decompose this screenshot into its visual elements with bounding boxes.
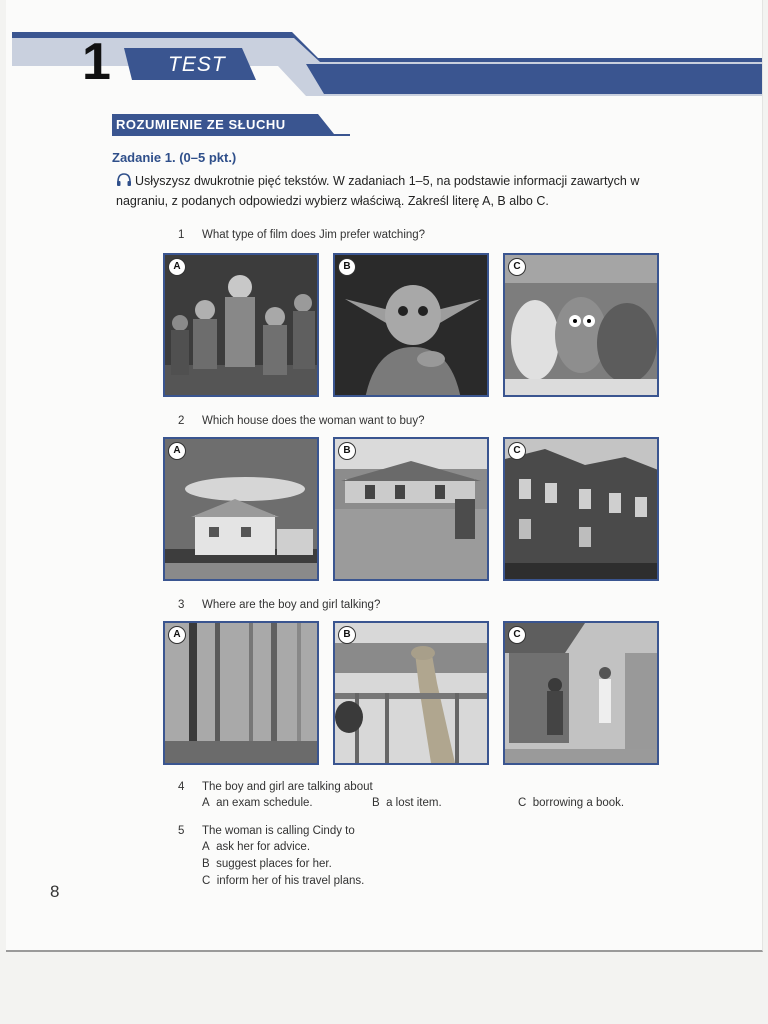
picture-1c[interactable] — [503, 253, 659, 397]
option-badge: A — [168, 442, 186, 460]
option-text: inform her of his travel plans. — [216, 875, 365, 887]
option-badge: C — [508, 626, 526, 644]
option-badge: B — [338, 258, 356, 276]
option-text: an exam schedule. — [216, 797, 313, 809]
question-4 — [178, 780, 373, 795]
answer-option-4c[interactable] — [518, 796, 624, 811]
question-number: 1 — [178, 229, 185, 241]
answer-option-5c[interactable] — [202, 874, 364, 889]
option-text: ask her for advice. — [216, 841, 311, 853]
market-photo — [505, 623, 659, 765]
option-letter: A — [202, 841, 210, 853]
picture-1a[interactable] — [163, 253, 319, 397]
section-title: ROZUMIENIE ZE SŁUCHU — [116, 117, 286, 132]
question-1 — [178, 228, 425, 243]
option-letter: A — [202, 797, 210, 809]
bungalow-photo — [335, 439, 489, 581]
option-letter: C — [518, 797, 527, 809]
picture-3a[interactable] — [163, 621, 319, 765]
option-badge: C — [508, 442, 526, 460]
question-number: 4 — [178, 781, 185, 793]
option-badge: A — [168, 626, 186, 644]
answer-option-5b[interactable] — [202, 857, 332, 872]
question-text: The boy and girl are talking about — [202, 781, 373, 793]
question-text: The woman is calling Cindy to — [202, 825, 355, 837]
question-2 — [178, 414, 424, 429]
picture-3c[interactable] — [503, 621, 659, 765]
option-badge: C — [508, 258, 526, 276]
crowd-photo — [165, 255, 319, 397]
task-title: Zadanie 1. (0–5 pkt.) — [112, 150, 237, 165]
unit-label: TEST — [168, 53, 226, 76]
question-text: Which house does the woman want to buy? — [202, 415, 425, 427]
option-letter: C — [202, 875, 211, 887]
picture-2a[interactable] — [163, 437, 319, 581]
question-3 — [178, 598, 380, 613]
option-text: suggest places for her. — [216, 858, 332, 870]
question-number: 2 — [178, 415, 185, 427]
zoo-photo — [335, 623, 489, 765]
question-number: 5 — [178, 825, 185, 837]
picture-2c[interactable] — [503, 437, 659, 581]
option-letter: B — [202, 858, 210, 870]
picture-1b[interactable] — [333, 253, 489, 397]
answer-option-4a[interactable] — [202, 796, 313, 811]
question-number: 3 — [178, 599, 185, 611]
workbook-page — [6, 0, 763, 952]
cartoon-photo — [505, 255, 659, 397]
answer-option-4b[interactable] — [372, 796, 442, 811]
forest-photo — [165, 623, 319, 765]
option-badge: B — [338, 442, 356, 460]
option-text: a lost item. — [386, 797, 442, 809]
terraced-houses-photo — [505, 439, 659, 581]
question-text: Where are the boy and girl talking? — [202, 599, 381, 611]
instruction-text: Usłyszysz dwukrotnie pięć tekstów. W zadaniach 1–5, na podstawie informacji zawartych w nagraniu, z podanych odpowiedzi wybierz właściwą. Zakreśl literę A, B albo C. — [116, 174, 640, 208]
page-number: 8 — [50, 882, 60, 901]
unit-number: 1 — [82, 33, 111, 91]
modern-house-photo — [165, 439, 319, 581]
headphones-icon — [116, 172, 132, 193]
picture-2b[interactable] — [333, 437, 489, 581]
question-5 — [178, 824, 355, 839]
answer-option-5a[interactable] — [202, 840, 310, 855]
alien-photo — [335, 255, 489, 397]
picture-3b[interactable] — [333, 621, 489, 765]
option-badge: A — [168, 258, 186, 276]
option-letter: B — [372, 797, 380, 809]
option-badge: B — [338, 626, 356, 644]
task-instruction — [116, 172, 686, 210]
option-text: borrowing a book. — [532, 797, 625, 809]
question-text: What type of film does Jim prefer watching? — [202, 229, 426, 241]
